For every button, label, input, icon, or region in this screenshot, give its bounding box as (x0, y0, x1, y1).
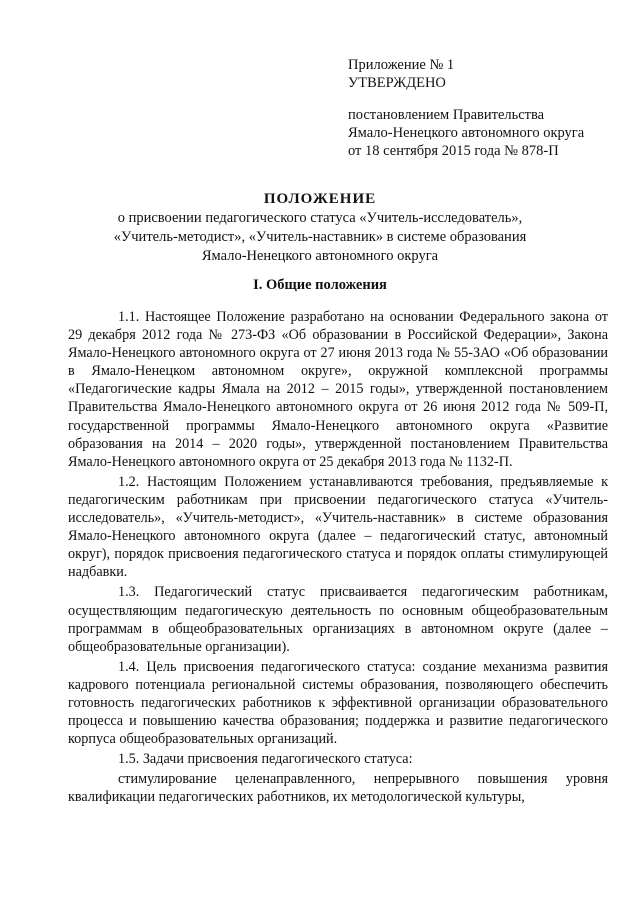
paragraph-1-1: 1.1. Настоящее Положение разработано на основании Федерального закона от 29 декабря 2012 года № 273-ФЗ «Об образовании в Российской Федерации», Закона Ямало-Ненецкого автономного округа от 27 июня 2013 года № 55-ЗАО «Об образовании в Ямало-Ненецком автономном округе», окружной комплексной программы «Педагогические кадры Ямала на 2012 – 2015 годы», утвержденной постановлением Правительства Ямало-Ненецкого автономного округа от 26 июня 2012 года № 509-П, государственной программы Ямало-Ненецкого автономного округа «Развитие образования на 2014 – 2020 годы», утвержденной постановлением Правительства Ямало-Ненецкого автономного округа от 25 декабря 2013 года № 1132-П. (68, 309, 608, 470)
title-heading: ПОЛОЖЕНИЕ (263, 191, 377, 207)
paragraph-1-3: 1.3. Педагогический статус присваивается педагогическим работникам, осуществляющим педагогическую деятельность по основным общеобразовательным программам в общеобразовательных организациях в автономном округе (далее – общеобразовательные организации). (68, 584, 608, 655)
approval-line-1: постановлением Правительства (348, 107, 545, 123)
paragraph-1-2: 1.2. Настоящим Положением устанавливаются требования, предъявляемые к педагогическим работникам при присвоении педагогического статуса «Учитель-исследователь», «Учитель-методист», «Учитель-наставник» в системе образования Ямало-Ненецкого автономного округа (далее – педагогический статус, автономный округ), порядок присвоения педагогического статуса и порядок оплаты стимулирующей надбавки. (68, 473, 608, 581)
title-subtitle-1: о присвоении педагогического статуса «Учитель-исследователь», (117, 210, 523, 226)
paragraph-1-5: 1.5. Задачи присвоения педагогического статуса: (118, 751, 413, 768)
paragraph-1-5-item: стимулирование целенаправленного, непрерывного повышения уровня квалификации педагогических работников, их методологической культуры, (68, 771, 608, 806)
title-subtitle-2: «Учитель-методист», «Учитель-наставник» в системе образования (113, 229, 527, 245)
approval-line-2: Ямало-Ненецкого автономного округа (348, 125, 585, 141)
title-subtitle-3: Ямало-Ненецкого автономного округа (201, 248, 439, 264)
document-body (68, 308, 608, 809)
document-title (0, 190, 640, 266)
paragraph-1-4: 1.4. Цель присвоения педагогического статуса: создание механизма развития кадрового потенциала региональной системы образования, позволяющего обеспечить готовность педагогических работников к эффективной организации образовательного процесса и повышению качества образования; поддержка и развитие педагогического корпуса общеобразовательных организаций. (68, 658, 608, 748)
section-heading: I. Общие положения (253, 277, 387, 293)
approved-label: УТВЕРЖДЕНО (348, 75, 446, 91)
approval-line-3: от 18 сентября 2015 года № 878-П (348, 143, 559, 159)
appendix-label: Приложение № 1 (348, 57, 455, 73)
approval-block (348, 56, 584, 160)
